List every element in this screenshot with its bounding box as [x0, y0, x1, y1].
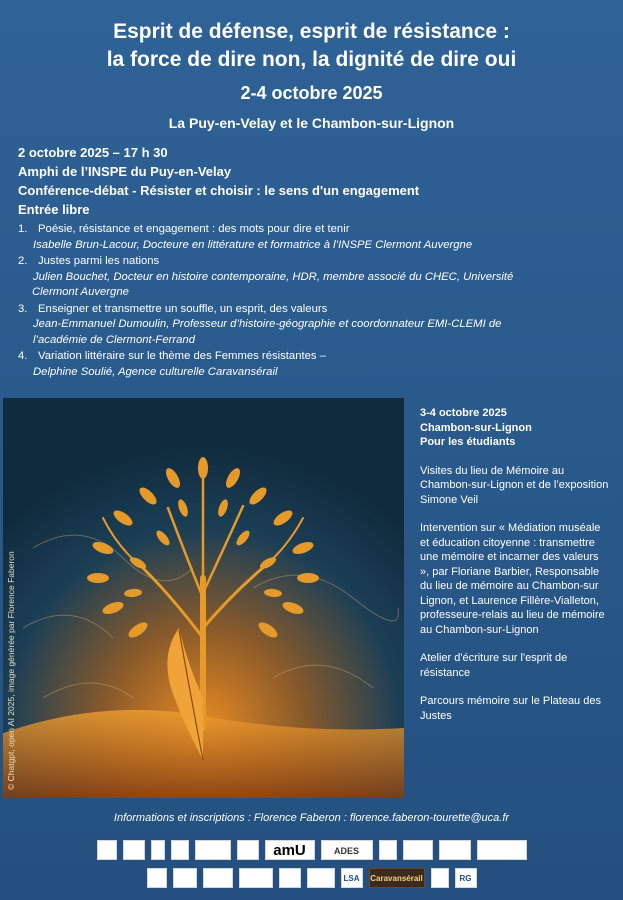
- caravanserail-logo: Caravansérail: [369, 868, 425, 888]
- talk-number: 4.: [18, 350, 28, 362]
- partner-logos-row-2: [0, 868, 623, 888]
- conference-datetime: 2 octobre 2025 – 17 h 30: [18, 145, 168, 160]
- talk-speaker: Julien Bouchet, Docteur en histoire contemporaine, HDR, membre associé du CHEC, Université: [33, 270, 514, 283]
- contact-info: Informations et inscriptions : Florence Faberon : florence.faberon-tourette@uca.fr: [113, 812, 510, 824]
- image-credit-text: © Chatgpt, open AI 2025, image générée par Florence Faberon: [6, 551, 16, 790]
- talk-speaker: Jean-Emmanuel Dumoulin, Professeur d’histoire-géographie et coordonnateur EMI-CLEMI de: [33, 318, 502, 330]
- partner-logos-row-1: [0, 840, 623, 860]
- talk-number: 3.: [18, 302, 28, 315]
- side-program: [420, 406, 610, 737]
- event-dates: 2-4 octobre 2025: [240, 83, 383, 103]
- title-line-1: Esprit de défense, esprit de résistance :: [113, 20, 510, 43]
- talk-number: 1.: [18, 223, 28, 235]
- conference-topic: Conférence-débat - Résister et choisir : le sens d'un engagement: [18, 183, 420, 198]
- side-audience: Pour les étudiants: [420, 436, 516, 448]
- side-intervention: Intervention sur « Médiation muséale et éducation citoyenne : transmettre une mémoire et incarner des valeurs », par Floriane Barbier, Responsable du lieu de mémoire au Chambon-sur Lignon, et Laurence Fillère-Vialleton, professeure-relais au lieu de mémoire au Chambon-sur-Lignon: [420, 522, 605, 636]
- partner-logo: [279, 868, 301, 888]
- partner-logo: [171, 840, 189, 860]
- conference-admission: Entrée libre: [18, 202, 90, 217]
- event-places: La Puy-en-Velay et le Chambon-sur-Lignon: [168, 115, 455, 131]
- talk-item: [18, 302, 578, 349]
- conference-block: [18, 143, 419, 219]
- talk-list: [18, 222, 578, 381]
- lsa-logo: LSA: [341, 868, 363, 888]
- ades-logo: ADES: [321, 840, 373, 860]
- talk-title: Poésie, résistance et engagement : des mots pour dire et tenir: [38, 223, 350, 235]
- partner-logo: [477, 840, 527, 860]
- talk-number: 2.: [18, 255, 28, 267]
- talk-item: [18, 222, 578, 253]
- talk-title: Enseigner et transmettre un souffle, un esprit, des valeurs: [38, 302, 328, 315]
- talk-speaker: Delphine Soulié, Agence culturelle Caravansérail: [33, 365, 278, 378]
- partner-logo: [97, 840, 117, 860]
- side-place: Chambon-sur-Lignon: [420, 421, 532, 434]
- side-visits: Visites du lieu de Mémoire au Chambon-sur-Lignon et de l’exposition Simone Veil: [420, 464, 609, 506]
- partner-logo: [195, 840, 231, 860]
- partner-logo: [123, 840, 145, 860]
- partner-logo: [203, 868, 233, 888]
- tree-quill-illustration: [3, 398, 404, 798]
- partner-logo: [237, 840, 259, 860]
- talk-speaker-cont: Clermont Auvergne: [32, 286, 129, 298]
- partner-logo: [439, 840, 471, 860]
- talk-title: Variation littéraire sur le thème des Femmes résistantes –: [38, 350, 326, 362]
- talk-item: [18, 349, 578, 380]
- talk-title: Justes parmi les nations: [38, 255, 160, 267]
- partner-logo: [307, 868, 335, 888]
- partner-logo: [379, 840, 397, 860]
- partner-logo: [151, 840, 165, 860]
- talk-speaker-cont: l’académie de Clermont-Ferrand: [33, 333, 195, 346]
- partner-logo: [239, 868, 273, 888]
- partner-logo: [431, 868, 449, 888]
- side-workshop: Atelier d'écriture sur l'esprit de résistance: [420, 652, 568, 679]
- side-walk: Parcours mémoire sur le Plateau des Justes: [420, 695, 601, 722]
- partner-logo: [173, 868, 197, 888]
- conference-venue: Amphi de l’INSPE du Puy-en-Velay: [18, 164, 232, 179]
- talk-item: [18, 254, 578, 301]
- image-credit: [6, 551, 18, 802]
- partner-logo: [403, 840, 433, 860]
- amu-logo: amU: [265, 840, 315, 860]
- side-dates: 3-4 octobre 2025: [420, 407, 507, 419]
- partner-logo: [147, 868, 167, 888]
- title-line-2: la force de dire non, la dignité de dire oui: [106, 48, 517, 71]
- rg-logo: RG: [455, 868, 477, 888]
- talk-speaker: Isabelle Brun-Lacour, Docteure en littérature et formatrice à l’INSPE Clermont Auvergne: [33, 238, 473, 251]
